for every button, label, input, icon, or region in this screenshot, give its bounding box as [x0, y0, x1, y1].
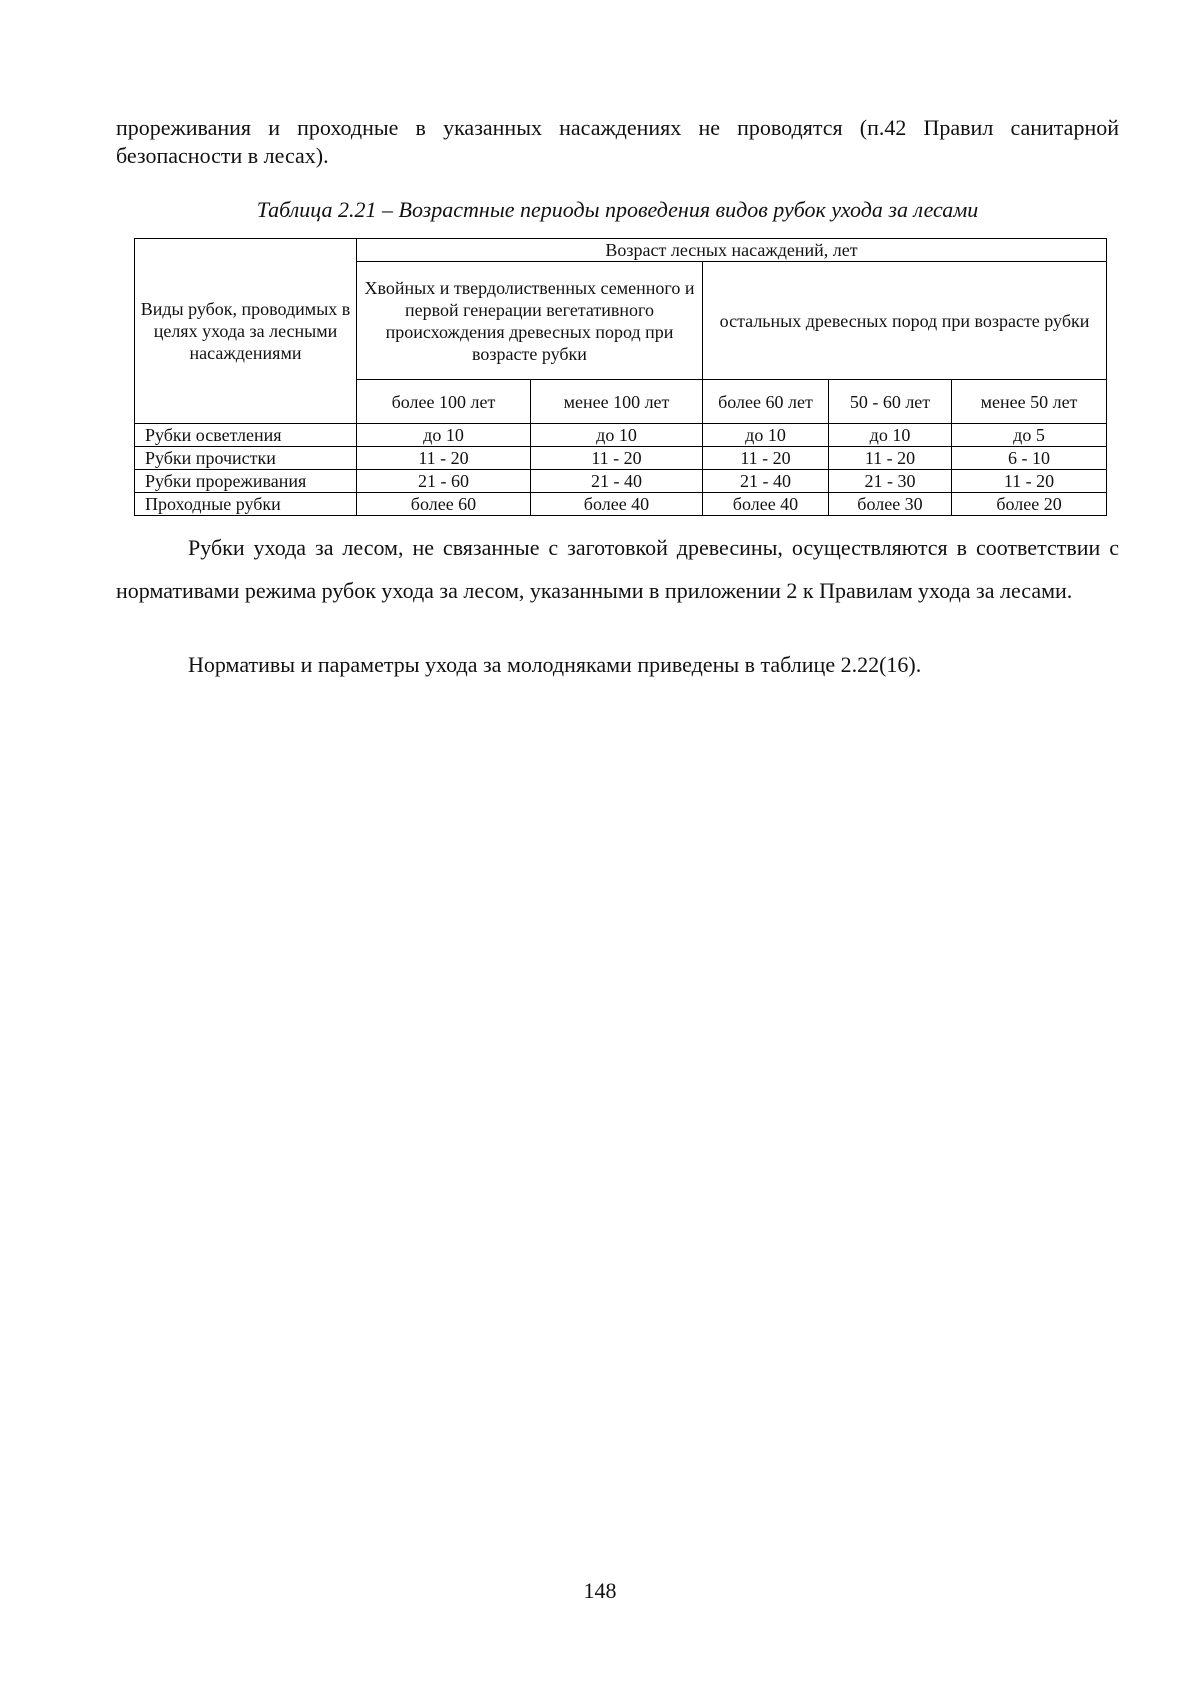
row-name-cell: Проходные рубки: [135, 493, 357, 516]
table-row: [135, 493, 1107, 516]
group-other-cell: остальных древесных пород при возрасте рубки: [703, 262, 1107, 380]
row-name-cell: Рубки прочистки: [135, 447, 357, 470]
intro-paragraph: прореживания и проходные в указанных насаждениях не проводятся (п.42 Правил санитарной безопасности в лесах).: [116, 115, 1119, 168]
table-cell: 11 - 20: [357, 447, 531, 470]
table-cell: 21 - 30: [829, 470, 952, 493]
table-header-row: [135, 239, 1107, 262]
table-cell: более 30: [829, 493, 952, 516]
table-row: [135, 470, 1107, 493]
subheader-cell: менее 50 лет: [952, 380, 1107, 424]
table-cell: 11 - 20: [531, 447, 703, 470]
table-cell: 21 - 40: [703, 470, 829, 493]
table-cell: более 20: [952, 493, 1107, 516]
table-row: [135, 447, 1107, 470]
table-cell: более 40: [531, 493, 703, 516]
table-cell: до 10: [531, 424, 703, 447]
body-paragraph-1: Рубки ухода за лесом, не связанные с заготовкой древесины, осуществляются в соответствии с нормативами режима рубок ухода за лесом, указанными в приложении 2 к Правилам ухода за лесами.: [116, 535, 1119, 603]
table-cell: более 40: [703, 493, 829, 516]
table-caption: Таблица 2.21 – Возрастные периоды проведения видов рубок ухода за лесами: [256, 197, 979, 222]
row-header-cell: Виды рубок, проводимых в целях ухода за лесными насаждениями: [135, 239, 357, 424]
table-cell: до 10: [703, 424, 829, 447]
table-cell: до 10: [829, 424, 952, 447]
table-cell: более 60: [357, 493, 531, 516]
table-row: [135, 424, 1107, 447]
age-periods-table: [134, 238, 1107, 516]
table-cell: 11 - 20: [829, 447, 952, 470]
subheader-cell: более 100 лет: [357, 380, 531, 424]
table-cell: 21 - 60: [357, 470, 531, 493]
subheader-cell: более 60 лет: [703, 380, 829, 424]
table-cell: до 5: [952, 424, 1107, 447]
table-cell: 11 - 20: [952, 470, 1107, 493]
table-cell: 6 - 10: [952, 447, 1107, 470]
group-coniferous-cell: Хвойных и твердолиственных семенного и первой генерации вегетативного происхождения древесных пород при возрасте рубки: [357, 262, 703, 380]
subheader-cell: 50 - 60 лет: [829, 380, 952, 424]
table-cell: 11 - 20: [703, 447, 829, 470]
body-paragraph-2: Нормативы и параметры ухода за молодняками приведены в таблице 2.22(16).: [188, 652, 922, 677]
row-name-cell: Рубки прореживания: [135, 470, 357, 493]
page-number: 148: [583, 1578, 617, 1603]
row-name-cell: Рубки осветления: [135, 424, 357, 447]
subheader-cell: менее 100 лет: [531, 380, 703, 424]
table-cell: до 10: [357, 424, 531, 447]
age-header-cell: Возраст лесных насаждений, лет: [357, 239, 1107, 262]
table-cell: 21 - 40: [531, 470, 703, 493]
